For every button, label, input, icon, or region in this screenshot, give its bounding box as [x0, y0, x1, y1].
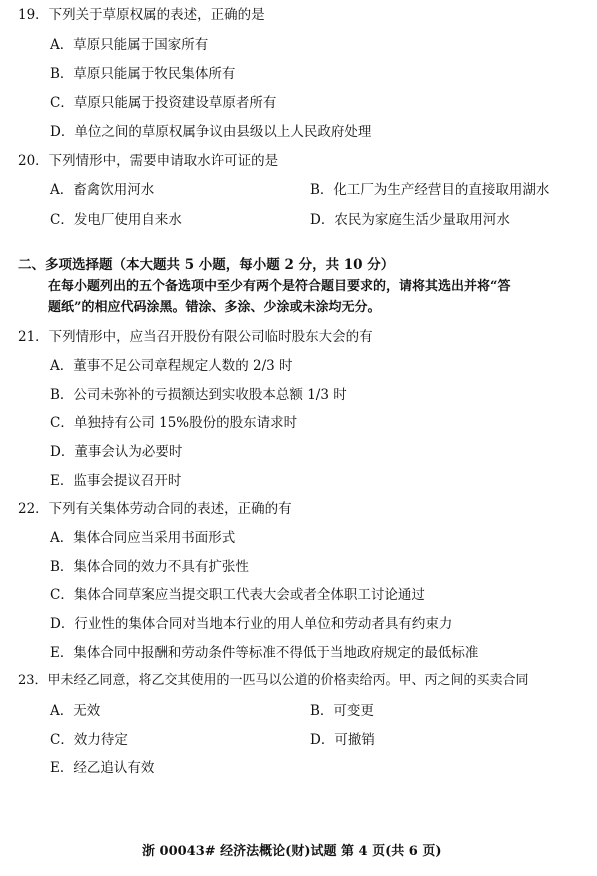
question-19-option-c: C．草原只能属于投资建设草原者所有: [50, 95, 277, 111]
section-2-instruction-line-2: 题纸”的相应代码涂黑。错涂、多涂、少涂或未涂均无分。: [48, 300, 381, 315]
question-21-option-a: A．董事不足公司章程规定人数的 2/3 时: [50, 358, 293, 374]
question-20-stem: 20．下列情形中，需要申请取水许可证的是: [18, 153, 279, 169]
page-footer: 浙 00043# 经济法概论(财)试题 第 4 页(共 6 页): [142, 844, 442, 859]
question-21-option-e: E．监事会提议召开时: [50, 473, 182, 489]
question-19-option-b: B．草原只能属于牧民集体所有: [50, 66, 236, 82]
section-2-heading: 二、多项选择题（本大题共 5 小题，每小题 2 分，共 10 分）: [18, 257, 395, 273]
question-21-option-d: D．董事会认为必要时: [50, 444, 183, 460]
question-23-option-b: B．可变更: [310, 703, 374, 719]
question-22-option-e: E．集体合同中报酬和劳动条件等标准不得低于当地政府规定的最低标准: [50, 645, 479, 661]
question-19-option-d: D．单位之间的草原权属争议由县级以上人民政府处理: [50, 124, 372, 140]
question-21-option-c: C．单独持有公司 15%股份的股东请求时: [50, 415, 298, 431]
question-23-option-e: E．经乙追认有效: [50, 760, 155, 776]
question-19-stem: 19．下列关于草原权属的表述，正确的是: [18, 7, 265, 23]
question-22-option-a: A．集体合同应当采用书面形式: [50, 530, 236, 546]
question-22-option-c: C．集体合同草案应当提交职工代表大会或者全体职工讨论通过: [50, 587, 425, 603]
question-20-option-c: C．发电厂使用自来水: [50, 212, 182, 228]
question-20-option-a: A．畜禽饮用河水: [50, 182, 155, 198]
question-22-stem: 22．下列有关集体劳动合同的表述，正确的有: [18, 501, 292, 517]
question-20-option-b: B．化工厂为生产经营目的直接取用湖水: [310, 182, 550, 198]
question-22-option-d: D．行业性的集体合同对当地本行业的用人单位和劳动者具有约束力: [50, 616, 453, 632]
question-23-option-c: C．效力待定: [50, 732, 128, 748]
question-19-option-a: A．草原只能属于国家所有: [50, 37, 209, 53]
question-21-option-b: B．公司未弥补的亏损额达到实收股本总额 1/3 时: [50, 387, 347, 403]
question-21-stem: 21．下列情形中，应当召开股份有限公司临时股东大会的有: [18, 329, 373, 345]
question-23-stem: 23．甲未经乙同意，将乙交其使用的一匹马以公道的价格卖给丙。甲、丙之间的买卖合同: [18, 673, 529, 688]
question-23-option-a: A．无效: [50, 703, 101, 719]
question-22-option-b: B．集体合同的效力不具有扩张性: [50, 559, 249, 575]
question-20-option-d: D．农民为家庭生活少量取用河水: [310, 212, 510, 228]
section-2-instruction-line-1: 在每小题列出的五个备选项中至少有两个是符合题目要求的，请将其选出并将“答: [48, 279, 511, 294]
question-23-option-d: D．可撤销: [310, 732, 375, 748]
